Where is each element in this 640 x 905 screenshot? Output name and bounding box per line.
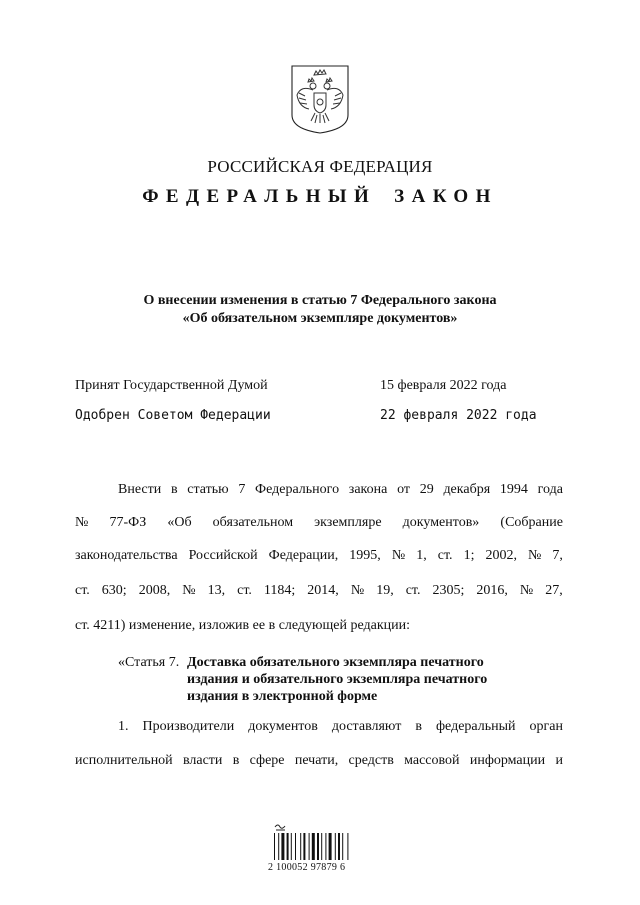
law-title xyxy=(0,292,640,328)
body-line-5: ст. 4211) изменение, изложив ее в следующей редакции: xyxy=(75,618,411,633)
body-line-1: Внести в статью 7 Федерального закона от 29 декабря 1994 года xyxy=(118,482,563,497)
council-approval-date: 22 февраля 2022 года xyxy=(380,408,537,423)
council-approval-label: Одобрен Советом Федерации xyxy=(75,408,271,423)
article-title-line1: Доставка обязательного экземпляра печатного xyxy=(187,655,484,670)
barcode xyxy=(272,823,352,861)
body-line-2: № 77-ФЗ «Об обязательном экземпляре документов» (Собрание xyxy=(75,515,563,530)
article-title xyxy=(187,654,527,705)
body-line-4: ст. 630; 2008, № 13, ст. 1184; 2014, № 19, ст. 2305; 2016, № 27, xyxy=(75,583,563,598)
duma-adoption-label: Принят Государственной Думой xyxy=(75,378,268,393)
law-title-line2: «Об обязательном экземпляре документов» xyxy=(182,311,458,326)
document-type-word2: ЗАКОН xyxy=(394,186,498,207)
barcode-number: 2 100052 97879 6 xyxy=(268,862,346,873)
body-line-6: 1. Производители документов доставляют в федеральный орган xyxy=(118,719,563,734)
body-line-7: исполнительной власти в сфере печати, средств массовой информации и xyxy=(75,753,563,768)
document-type xyxy=(0,186,640,208)
coat-of-arms-emblem xyxy=(289,63,351,135)
body-line-3: законодательства Российской Федерации, 1995, № 1, ст. 1; 2002, № 7, xyxy=(75,548,563,563)
document-type-word1: ФЕДЕРАЛЬНЫЙ xyxy=(142,186,377,207)
law-title-line1: О внесении изменения в статью 7 Федерального закона xyxy=(143,293,497,308)
article-number: «Статья 7. xyxy=(118,655,180,670)
country-name: РОССИЙСКАЯ ФЕДЕРАЦИЯ xyxy=(207,157,433,176)
article-title-line2: издания и обязательного экземпляра печатного xyxy=(187,672,488,687)
duma-adoption-date: 15 февраля 2022 года xyxy=(380,378,507,393)
article-title-line3: издания в электронной форме xyxy=(187,689,378,704)
